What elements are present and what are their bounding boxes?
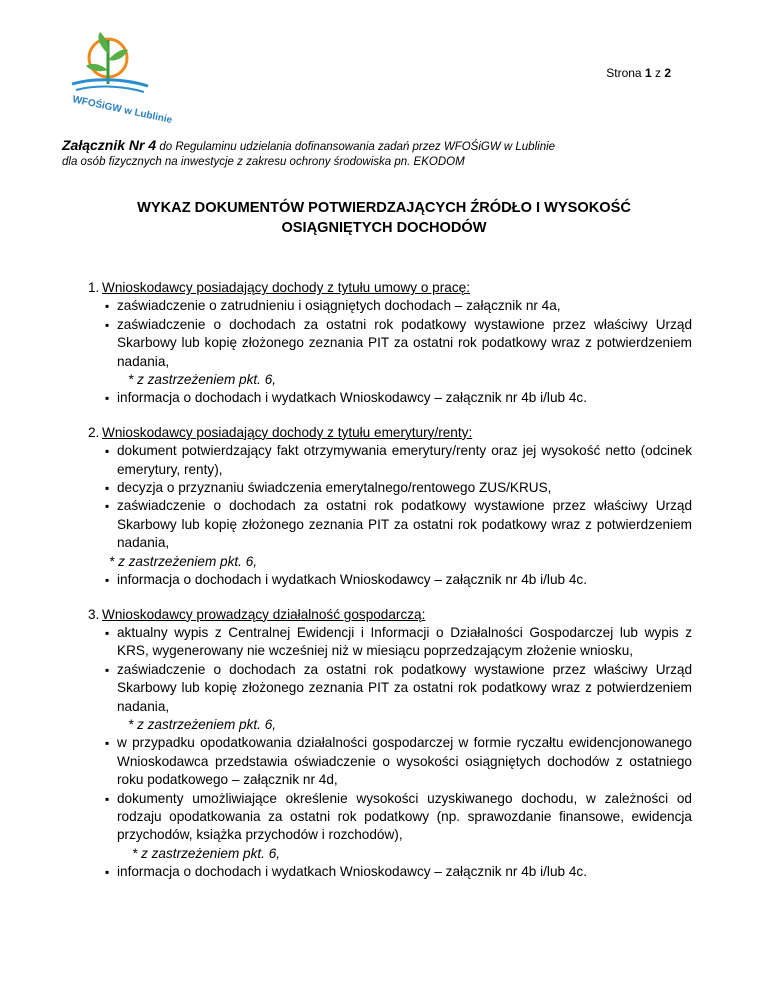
note: * z zastrzeżeniem pkt. 6, — [132, 845, 281, 861]
document-title: WYKAZ DOKUMENTÓW POTWIERDZAJĄCYCH ŹRÓDŁO I WYSOKOŚĆ OSIĄGNIĘTYCH DOCHODÓW — [137, 200, 631, 236]
section-1 — [88, 279, 692, 408]
section-heading: Wnioskodawcy posiadający dochody z tytułu umowy o pracę: — [102, 280, 470, 295]
list-item: ▪ informacja o dochodach i wydatkach Wnioskodawcy – załącznik nr 4b i/lub 4c. — [88, 863, 692, 881]
list-item: ▪ zaświadczenie o dochodach za ostatni rok podatkowy wystawione przez właściwy Urząd Skarbowy lub kopię złożonego zeznania PIT za ostatni rok podatkowy wraz z potwierdzeniem nadania, — [88, 497, 692, 552]
logo-text: WFOŚiGW w Lublinie — [71, 94, 174, 127]
section-heading: Wnioskodawcy prowadzący działalność gospodarczą: — [102, 606, 426, 622]
sections — [88, 279, 692, 898]
list-item: ▪ zaświadczenie o zatrudnieniu i osiągniętych dochodach – załącznik nr 4a, — [88, 297, 692, 315]
list-item: ▪ decyzja o przyznaniu świadczenia emerytalnego/rentowego ZUS/KRUS, — [88, 479, 692, 497]
section-heading: Wnioskodawcy posiadający dochody z tytułu emerytury/renty: — [102, 424, 473, 440]
section-3 — [88, 606, 692, 882]
annex-reference — [62, 138, 722, 169]
wfosigw-logo — [62, 28, 174, 127]
note: * z zastrzeżeniem pkt. 6, — [128, 372, 277, 388]
annex-number: Załącznik Nr 4 — [62, 137, 157, 153]
annex-line1: do Regulaminu udzielania dofinansowania zadań przez WFOŚiGW w Lublinie — [156, 141, 556, 153]
note: * z zastrzeżeniem pkt. 6, — [109, 553, 258, 569]
annex-line2: dla osób fizycznych na inwestycje z zakresu ochrony środowiska pn. EKODOM — [62, 156, 465, 168]
list-item: ▪ dokument potwierdzający fakt otrzymywania emerytury/renty oraz jej wysokość netto (odcinek emerytury, renty), — [88, 442, 692, 479]
list-item: ▪ zaświadczenie o dochodach za ostatni rok podatkowy wystawione przez właściwy Urząd Skarbowy lub kopię złożonego zeznania PIT za ostatni rok podatkowy wraz z potwierdzeniem nadania, — [88, 661, 692, 716]
list-item: ▪ aktualny wypis z Centralnej Ewidencji i Informacji o Działalności Gospodarczej lub wypis z KRS, wygenerowany nie wcześniej niż w miesiącu poprzedzającym złożenie wniosku, — [88, 624, 692, 661]
section-number: 1. — [88, 280, 100, 295]
list-item: ▪ w przypadku opodatkowania działalności gospodarczej w formie ryczałtu ewidencjonowanego Wnioskodawca przedstawia oświadczenie o wysokości osiągniętych dochodów z ostatniego roku podatkowego – załącznik nr 4d, — [88, 734, 692, 789]
list-item: ▪ zaświadczenie o dochodach za ostatni rok podatkowy wystawione przez właściwy Urząd Skarbowy lub kopię złożonego zeznania PIT za ostatni rok podatkowy wraz z potwierdzeniem nadania, — [88, 316, 692, 371]
list-item: ▪ dokumenty umożliwiające określenie wysokości uzyskiwanego dochodu, w zależności od rodzaju opodatkowania za ostatni rok podatkowy (np. sprawozdanie finansowe, ewidencja przychodów, książka przychodów i rozchodów), — [88, 790, 692, 845]
list-item: ▪ informacja o dochodach i wydatkach Wnioskodawcy – załącznik nr 4b i/lub 4c. — [88, 571, 692, 589]
list-item: ▪ informacja o dochodach i wydatkach Wnioskodawcy – załącznik nr 4b i/lub 4c. — [88, 389, 692, 407]
section-number: 3. — [88, 606, 100, 622]
note: * z zastrzeżeniem pkt. 6, — [128, 716, 277, 732]
section-2 — [88, 424, 692, 590]
section-number: 2. — [88, 424, 100, 440]
page-number: Strona 1 z 2 — [606, 66, 671, 80]
